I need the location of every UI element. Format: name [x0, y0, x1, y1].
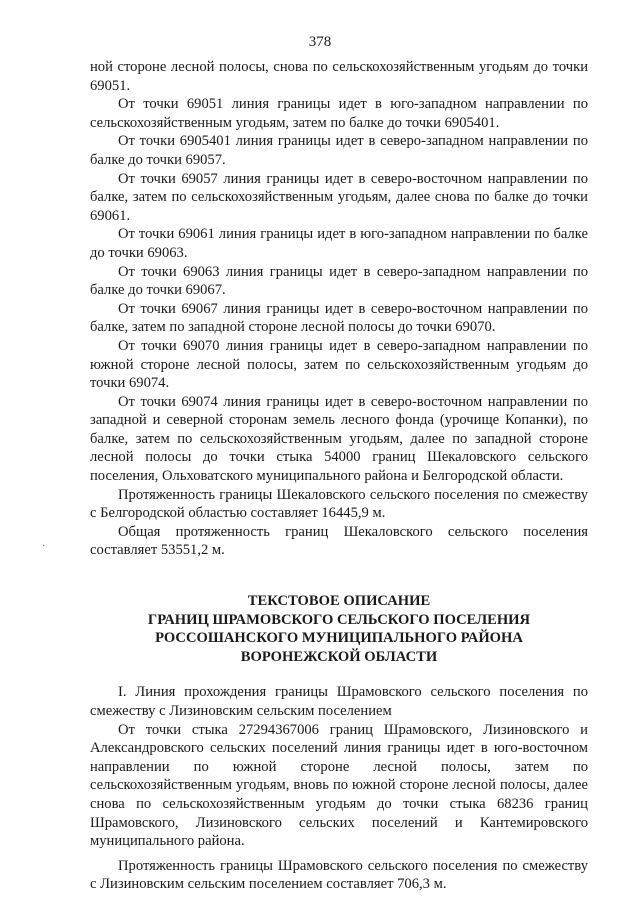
- subsection-title: I. Линия прохождения границы Шрамовского сельского поселения по смежеству с Лизиновским сельским поселением: [90, 684, 588, 719]
- page-number: 378: [308, 34, 332, 50]
- paragraph: От точки 6905401 линия границы идет в северо-западном направлении по балке до точки 69057.: [90, 133, 588, 168]
- heading-line: ВОРОНЕЖСКОЙ ОБЛАСТИ: [240, 648, 438, 665]
- paragraph: От точки 69063 линия границы идет в северо-западном направлении по балке до точки 69067.: [90, 263, 588, 299]
- paragraph: Протяженность границы Шекаловского сельского поселения по смежеству с Белгородской областью составляет 16445,9 м.: [90, 486, 588, 522]
- document-body: [90, 58, 588, 894]
- heading-line: ГРАНИЦ ШРАМОВСКОГО СЕЛЬСКОГО ПОСЕЛЕНИЯ: [147, 611, 531, 628]
- paragraph: От точки 69057 линия границы идет в северо-восточном направлении по балке, затем по сельскохозяйственным угодьям, далее снова по балке до точки 69061.: [90, 170, 588, 224]
- heading-line: РОССОШАНСКОГО МУНИЦИПАЛЬНОГО РАЙОНА: [155, 630, 523, 647]
- paragraph: От точки стыка 27294367006 границ Шрамовского, Лизиновского и Александровского сельских поселений линия границы идет в юго-восточном направлении по южной стороне лесной полосы, затем по сельскохозяйственным угодьям, вновь по южной стороне лесной полосы, далее снова по сельскохозяйственным угодьям до точки стыка 68236 границ Шрамовского, Лизиновского сельских поселений и Кантемировского муниципального района.: [90, 721, 588, 850]
- section-heading: [90, 592, 588, 666]
- paragraph: От точки 69051 линия границы идет в юго-западном направлении по сельскохозяйственным угодьям, затем по балке до точки 6905401.: [90, 96, 588, 131]
- paragraph: От точки 69074 линия границы идет в северо-восточном направлении по западной и северной сторонам земель лесного фонда (урочище Копанки), по балке, затем по сельскохозяйственным угодьям, далее по западной стороне лесной полосы до точки стыка 54000 границ Шекаловского сельского поселения, Ольховатского муниципального района и Белгородской области.: [90, 393, 588, 485]
- margin-mark: ·: [42, 541, 46, 552]
- paragraph: От точки 69067 линия границы идет в северо-восточном направлении по балке, затем по западной стороне лесной полосы до точки 69070.: [90, 300, 588, 336]
- paragraph: От точки 69070 линия границы идет в северо-западном направлении по южной стороне лесной полосы, затем по сельскохозяйственным угодьям до точки 69074.: [90, 337, 588, 392]
- paragraph: ной стороне лесной полосы, снова по сельскохозяйственным угодьям до точки 69051.: [90, 59, 588, 94]
- heading-line: ТЕКСТОВОЕ ОПИСАНИЕ: [247, 593, 431, 610]
- paragraph: От точки 69061 линия границы идет в юго-западном направлении по балке до точки 69063.: [90, 226, 588, 261]
- paragraph: Протяженность границы Шрамовского сельского поселения по смежеству с Лизиновским сельским поселением составляет 706,3 м.: [90, 857, 588, 893]
- paragraph: Общая протяженность границ Шекаловского сельского поселения составляет 53551,2 м.: [90, 523, 588, 559]
